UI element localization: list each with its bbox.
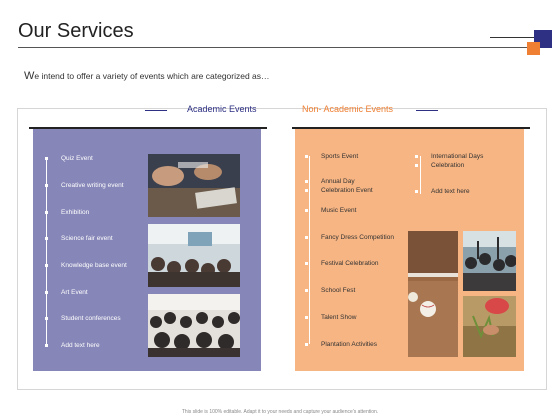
non-academic-timeline-line-2 [420, 156, 421, 194]
footer-note: This slide is 100% editable. Adapt it to your needs and capture your audience's attention. [181, 409, 379, 415]
academic-heading: Academic Events [187, 104, 257, 114]
academic-item: Art Event [61, 289, 88, 296]
non-academic-heading: Non- Academic Events [302, 104, 394, 114]
non-academic-item: Festival Celebration [321, 260, 379, 267]
photo-sports-field [408, 231, 458, 357]
academic-panel-top-bar [29, 127, 267, 129]
academic-item: Creative writing event [61, 182, 124, 189]
non-academic-item: Talent Show [321, 314, 357, 321]
academic-item: Student conferences [61, 315, 121, 322]
non-academic-item: Plantation Activities [321, 341, 378, 348]
non-academic-timeline-line-1 [309, 156, 310, 344]
intro-first-letter: W [24, 70, 35, 82]
non-academic-item: Celebration Event [321, 187, 373, 194]
photo-festival-crowd [463, 231, 516, 291]
academic-item: Science fair event [61, 235, 113, 242]
academic-item: Quiz Event [61, 155, 93, 162]
non-academic-item: Add text here [431, 188, 470, 195]
photo-plantation [463, 296, 516, 357]
non-academic-item: Music Event [321, 207, 357, 214]
decor-square-orange [527, 42, 540, 55]
intro-text [24, 70, 270, 82]
photo-science-fair [148, 224, 240, 287]
non-academic-item-continued: Celebration [431, 162, 465, 169]
intro-rest: e intend to offer a variety of events which are categorized as… [34, 71, 270, 81]
non-academic-heading-line [416, 110, 438, 111]
non-academic-item: School Fest [321, 287, 356, 294]
photo-conference [148, 294, 240, 357]
academic-item: Knowledge base event [61, 262, 127, 269]
page-title: Our Services [18, 20, 134, 42]
academic-item: Exhibition [61, 209, 90, 216]
non-academic-item: Sports Event [321, 153, 359, 160]
title-rule [18, 47, 530, 48]
photo-writing [148, 154, 240, 217]
non-academic-item: Fancy Dress Competition [321, 234, 394, 241]
non-academic-panel-top-bar [292, 127, 530, 129]
decor-line [490, 37, 534, 38]
academic-heading-line [145, 110, 167, 111]
non-academic-item: Annual Day [321, 178, 355, 185]
non-academic-item: International Days [431, 153, 484, 160]
academic-item: Add text here [61, 342, 100, 349]
